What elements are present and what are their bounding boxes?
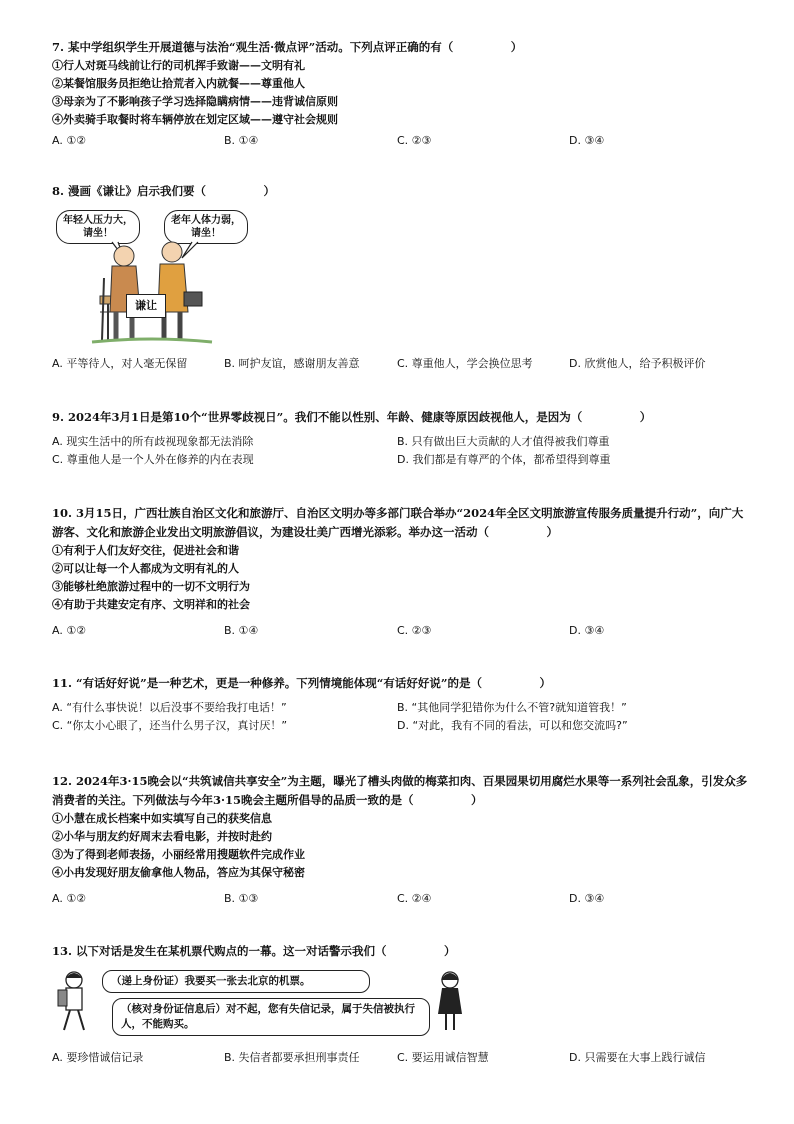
question-stem: 10. 3月15日，广西壮族自治区文化和旅游厅、自治区文明办等多部门联合举办“2024年全区文明旅游宣传服务质量提升行动”，向广大游客、文化和旅游企业发出文明旅游倡议，为建设壮美广西增光添彩。举办这一活动（ ） bbox=[52, 506, 744, 539]
option-b[interactable]: B. ①④ bbox=[224, 134, 259, 147]
statement-item: ①小慧在成长档案中如实填写自己的获奖信息 bbox=[52, 812, 272, 825]
statement-item: ①行人对斑马线前让行的司机挥手致谢——文明有礼 bbox=[52, 59, 305, 72]
option-d[interactable]: D. ③④ bbox=[569, 624, 605, 637]
question-13 bbox=[52, 942, 752, 961]
option-b[interactable]: B. 只有做出巨大贡献的人才值得被我们尊重 bbox=[397, 435, 610, 448]
option-a[interactable]: A. 平等待人，对人毫无保留 bbox=[52, 357, 188, 370]
option-b[interactable]: B. 呵护友谊，感谢朋友善意 bbox=[224, 357, 360, 370]
option-b[interactable]: B. “其他同学犯错你为什么不管?就知道管我！” bbox=[397, 701, 627, 714]
cartoon-ticket-counter bbox=[52, 966, 472, 1038]
question-13-options bbox=[52, 1046, 752, 1067]
speech-bubble-left: 年轻人压力大，请坐！ bbox=[56, 210, 140, 244]
statement-item: ②可以让每一个人都成为文明有礼的人 bbox=[52, 562, 239, 575]
question-stem: 9. 2024年3月1日是第10个“世界零歧视日”。我们不能以性别、年龄、健康等原因歧视他人，是因为（ ） bbox=[52, 410, 652, 424]
bench-sign: 谦让 bbox=[126, 294, 166, 318]
options-row bbox=[52, 890, 752, 908]
option-c[interactable]: C. 尊重他人是一个人外在修养的内在表现 bbox=[52, 453, 254, 466]
question-stem: 7. 某中学组织学生开展道德与法治“观生活·微点评”活动。下列点评正确的有（ ） bbox=[52, 40, 523, 54]
question-10 bbox=[52, 504, 752, 640]
statement-item: ①有利于人们友好交往，促进社会和谐 bbox=[52, 544, 239, 557]
statement-item: ③能够杜绝旅游过程中的一切不文明行为 bbox=[52, 580, 250, 593]
options-row bbox=[52, 1049, 752, 1067]
options-row bbox=[52, 699, 752, 717]
question-7 bbox=[52, 38, 752, 150]
statement-item: ②小华与朋友约好周末去看电影，并按时赴约 bbox=[52, 830, 272, 843]
option-c[interactable]: C. “你太小心眼了，还当什么男子汉，真讨厌！” bbox=[52, 719, 288, 732]
option-a[interactable]: A. 现实生活中的所有歧视现象都无法消除 bbox=[52, 435, 254, 448]
question-stem: 11. “有话好好说”是一种艺术，更是一种修养。下列情境能体现“有话好好说”的是（ ） bbox=[52, 676, 551, 690]
question-9 bbox=[52, 408, 752, 469]
option-a[interactable]: A. 要珍惜诚信记录 bbox=[52, 1051, 144, 1064]
option-b[interactable]: B. ①③ bbox=[224, 892, 259, 905]
option-c[interactable]: C. ②③ bbox=[397, 134, 432, 147]
question-stem: 12. 2024年3·15晚会以“共筑诚信共享安全”为主题，曝光了槽头肉做的梅菜扣肉、百果园果切用腐烂水果等一系列社会乱象，引发众多消费者的关注。下列做法与今年3·15晚会主题所倡导的品质一致的是（ ） bbox=[52, 774, 748, 807]
statement-item: ④外卖骑手取餐时将车辆停放在划定区域——遵守社会规则 bbox=[52, 113, 338, 126]
option-d[interactable]: D. ③④ bbox=[569, 892, 605, 905]
options-row bbox=[52, 451, 752, 469]
statement-item: ③母亲为了不影响孩子学习选择隐瞒病情——违背诚信原则 bbox=[52, 95, 338, 108]
cartoon-drawing bbox=[52, 208, 262, 348]
option-a[interactable]: A. ①② bbox=[52, 134, 87, 147]
question-11 bbox=[52, 674, 752, 735]
question-stem: 8. 漫画《谦让》启示我们要（ ） bbox=[52, 184, 276, 198]
option-d[interactable]: D. 只需要在大事上践行诚信 bbox=[569, 1051, 706, 1064]
options-row bbox=[52, 355, 752, 373]
question-stem: 13. 以下对话是发生在某机票代购点的一幕。这一对话警示我们（ ） bbox=[52, 944, 456, 958]
option-b[interactable]: B. 失信者都要承担刑事责任 bbox=[224, 1051, 360, 1064]
speech-bubble-right: 老年人体力弱，请坐！ bbox=[164, 210, 248, 244]
options-row bbox=[52, 433, 752, 451]
statement-item: ③为了得到老师表扬，小丽经常用搜题软件完成作业 bbox=[52, 848, 305, 861]
option-c[interactable]: C. 尊重他人，学会换位思考 bbox=[397, 357, 533, 370]
option-a[interactable]: A. “有什么事快说！以后没事不要给我打电话！” bbox=[52, 701, 287, 714]
option-c[interactable]: C. ②③ bbox=[397, 624, 432, 637]
option-a[interactable]: A. ①② bbox=[52, 892, 87, 905]
option-c[interactable]: C. 要运用诚信智慧 bbox=[397, 1051, 489, 1064]
dialog-box-clerk: （核对身份证信息后）对不起，您有失信记录，属于失信被执行人，不能购买。 bbox=[112, 998, 430, 1036]
dialog-box-customer: （递上身份证）我要买一张去北京的机票。 bbox=[102, 970, 370, 993]
options-row bbox=[52, 717, 752, 735]
option-d[interactable]: D. 我们都是有尊严的个体，都希望得到尊重 bbox=[397, 453, 611, 466]
statement-item: ④有助于共建安定有序、文明祥和的社会 bbox=[52, 598, 250, 611]
option-b[interactable]: B. ①④ bbox=[224, 624, 259, 637]
options-row bbox=[52, 622, 752, 640]
statement-item: ④小冉发现好朋友偷拿他人物品，答应为其保守秘密 bbox=[52, 866, 305, 879]
question-8 bbox=[52, 182, 752, 201]
question-8-options bbox=[52, 352, 752, 373]
statement-item: ②某餐馆服务员拒绝让拾荒者入内就餐——尊重他人 bbox=[52, 77, 305, 90]
option-d[interactable]: D. “对此，我有不同的看法，可以和您交流吗?” bbox=[397, 719, 628, 732]
option-c[interactable]: C. ②④ bbox=[397, 892, 432, 905]
option-a[interactable]: A. ①② bbox=[52, 624, 87, 637]
options-row bbox=[52, 132, 752, 150]
question-12 bbox=[52, 772, 752, 908]
option-d[interactable]: D. ③④ bbox=[569, 134, 605, 147]
cartoon-modesty bbox=[52, 208, 262, 348]
option-d[interactable]: D. 欣赏他人，给予积极评价 bbox=[569, 357, 706, 370]
